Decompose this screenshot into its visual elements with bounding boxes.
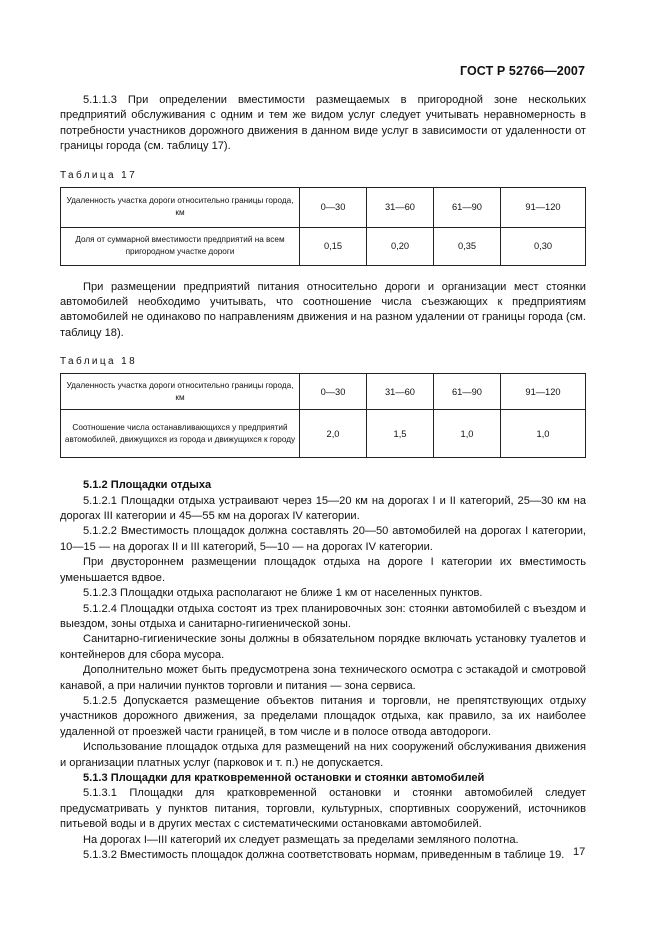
table-cell: 1,0	[434, 410, 501, 458]
table-row	[61, 410, 586, 458]
table-18	[60, 373, 586, 458]
table-cell: 0,30	[501, 227, 586, 265]
table-header-cell: 31—60	[367, 187, 434, 227]
table-cell: 1,5	[367, 410, 434, 458]
table-header-cell: 91—120	[501, 187, 586, 227]
table-header-cell: 31—60	[367, 374, 434, 410]
table-cell: 0,35	[434, 227, 501, 265]
paragraph: Дополнительно может быть предусмотрена зона технического осмотра с эстакадой и смотровой канавой, а при наличии пунктов торговли и питания — зона сервиса.	[60, 664, 586, 692]
table-row	[61, 374, 586, 410]
section-5-1-2-heading: 5.1.2 Площадки отдыха	[83, 479, 212, 492]
table-cell: 2,0	[300, 410, 367, 458]
paragraph: 5.1.3.1 Площадки для кратковременной остановки и стоянки автомобилей следует предусматривать у пунктов питания, торговли, культурных, спортивных сооружений, источников питьевой воды и в других местах с систематическими остановками автомобилей.	[60, 787, 586, 831]
table-header-cell: Удаленность участка дороги относительно границы города, км	[61, 374, 300, 410]
table-cell: 0,15	[300, 227, 367, 265]
paragraph: 5.1.2.5 Допускается размещение объектов питания и торговли, не препятствующих отдыху участников дорожного движения, за пределами площадок отдыха, как правило, за их наиболее удаленной от проезжей части границей, в том числе и в полосе отвода автодороги.	[60, 694, 586, 738]
paragraph-food: При размещении предприятий питания относительно дороги и организации мест стоянки автомобилей необходимо учитывать, что соотношение числа съезжающих к предприятиям автомобилей не одинаково по направлениям движения и на разном удалении от границы города (см. таблицу 18).	[60, 280, 586, 339]
table-header-cell: Удаленность участка дороги относительно границы города, км	[61, 187, 300, 227]
table-header-cell: 0—30	[300, 187, 367, 227]
paragraph-5-1-1-3: 5.1.1.3 При определении вместимости размещаемых в пригородной зоне нескольких предприятий обслуживания с одним и тем же видом услуг следует учитывать неравномерность в потребности участников дорожного движения в данном виде услуг в зависимости от удаленности от границы города (см. таблицу 17).	[60, 94, 586, 153]
paragraph: На дорогах I—III категорий их следует размещать за пределами земляного полотна.	[83, 833, 519, 846]
table-header-cell: 0—30	[300, 374, 367, 410]
paragraph: 5.1.2.1 Площадки отдыха устраивают через 15—20 км на дорогах I и II категорий, 25—30 км на дорогах III категории и 45—55 км на дорогах IV категории.	[60, 494, 586, 523]
table-17	[60, 187, 586, 266]
page-number: 17	[573, 846, 586, 858]
table-header-cell: 61—90	[434, 374, 501, 410]
paragraph: 5.1.2.4 Площадки отдыха состоят из трех планировочных зон: стоянки автомобилей с въездом и выездом, зоны отдыха и санитарно-гигиенической зоны.	[60, 602, 586, 630]
table-row	[61, 187, 586, 227]
paragraph: 5.1.2.3 Площадки отдыха располагают не ближе 1 км от населенных пунктов.	[83, 587, 483, 600]
table-row-label: Соотношение числа останавливающихся у предприятий автомобилей, движущихся из города и движущихся к городу	[61, 410, 300, 458]
table-17-caption: Таблица 17	[60, 169, 138, 181]
paragraph: 5.1.2.2 Вместимость площадок должна составлять 20—50 автомобилей на дорогах I категории, 10—15 — на дорогах II и III категорий, 5—10 — на дорогах IV категории.	[60, 525, 586, 553]
table-cell: 1,0	[501, 410, 586, 458]
table-cell: 0,20	[367, 227, 434, 265]
paragraph: При двустороннем размещении площадок отдыха на дороге I категории их вместимость уменьшается вдвое.	[60, 556, 586, 584]
table-row-label: Доля от суммарной вместимости предприятий на всем пригородном участке дороги	[61, 227, 300, 265]
document-id: ГОСТ Р 52766—2007	[459, 64, 585, 78]
table-18-caption: Таблица 18	[60, 356, 138, 368]
paragraph: Использование площадок отдыха для размещений на них сооружений обслуживания движения и организации платных услуг (парковок и т. п.) не допускается.	[60, 741, 586, 769]
page-content	[60, 93, 586, 863]
paragraph: 5.1.3.2 Вместимость площадок должна соответствовать нормам, приведенным в таблице 19.	[83, 849, 565, 861]
table-header-cell: 61—90	[434, 187, 501, 227]
table-row	[61, 227, 586, 265]
table-header-cell: 91—120	[501, 374, 586, 410]
paragraph: Санитарно-гигиенические зоны должны в обязательном порядке включать установку туалетов и контейнеров для сбора мусора.	[60, 633, 586, 661]
section-5-1-3-heading: 5.1.3 Площадки для кратковременной остановки и стоянки автомобилей	[83, 771, 485, 784]
